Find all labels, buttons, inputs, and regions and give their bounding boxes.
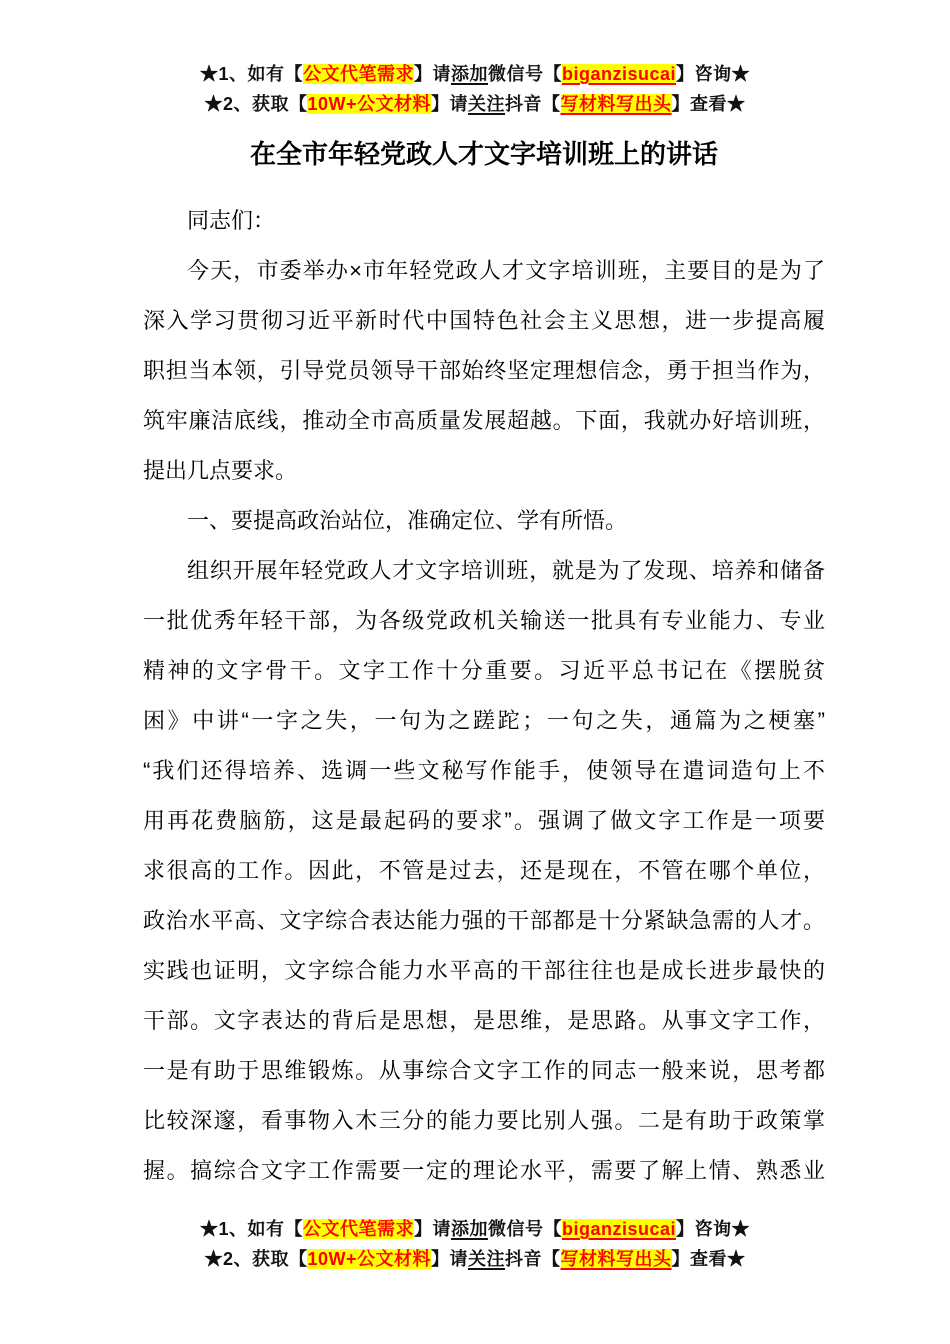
promo-segment: 写材料写出头 — [560, 1249, 672, 1269]
promo-line — [0, 1214, 950, 1244]
promo-segment: ★2、获取【 — [204, 1249, 308, 1269]
promo-header — [0, 59, 950, 119]
promo-footer — [0, 1214, 950, 1274]
paragraph — [143, 196, 825, 246]
document-body — [143, 196, 825, 1196]
body-line: 职担当本领，引导党员领导干部始终坚定理想信念，勇于担当作为， — [143, 358, 825, 383]
page-title: 在全市年轻党政人才文字培训班上的讲话 — [249, 139, 718, 169]
body-line: 实践也证明，文字综合能力水平高的干部往往也是成长进步最快的 — [143, 958, 825, 983]
promo-segment: 10W+公文材料 — [307, 94, 432, 114]
promo-line — [0, 1244, 950, 1274]
promo-segment: ★1、如有【 — [199, 1219, 303, 1239]
body-line: 一、要提高政治站位，准确定位、学有所悟。 — [187, 508, 628, 533]
promo-segment: 关注 — [468, 1249, 506, 1269]
promo-segment: ★2、获取【 — [204, 94, 308, 114]
body-line: 握。搞综合文字工作需要一定的理论水平，需要了解上情、熟悉业 — [143, 1158, 825, 1183]
promo-segment: 】请 — [431, 1249, 469, 1269]
promo-segment: 抖音【 — [505, 1249, 561, 1269]
promo-segment: 写材料写出头 — [560, 94, 672, 114]
promo-segment: 10W+公文材料 — [307, 1249, 432, 1269]
body-line: 干部。文字表达的背后是思想，是思维，是思路。从事文字工作， — [143, 1008, 825, 1033]
promo-segment: 】咨询★ — [676, 64, 751, 84]
promo-segment: 关注 — [468, 94, 506, 114]
promo-segment: ★1、如有【 — [199, 64, 303, 84]
body-line: 组织开展年轻党政人才文字培训班，就是为了发现、培养和储备 — [187, 558, 825, 583]
promo-segment: 抖音【 — [505, 94, 561, 114]
body-line: 政治水平高、文字综合表达能力强的干部都是十分紧缺急需的人才。 — [143, 908, 825, 933]
paragraph — [143, 496, 825, 546]
promo-segment: 微信号【 — [487, 1219, 562, 1239]
body-line: 困》中讲“一字之失，一句为之蹉跎；一句之失，通篇为之梗塞” — [143, 708, 825, 733]
body-line: 一是有助于思维锻炼。从事综合文字工作的同志一般来说，思考都 — [143, 1058, 825, 1083]
body-line: 精神的文字骨干。文字工作十分重要。习近平总书记在《摆脱贫 — [143, 658, 825, 683]
paragraph — [143, 246, 825, 496]
body-line: “我们还得培养、选调一些文秘写作能手，使领导在遣词造句上不 — [143, 758, 825, 783]
promo-segment: 添加 — [450, 1219, 488, 1239]
promo-segment: 】请 — [431, 94, 469, 114]
body-line: 筑牢廉洁底线，推动全市高质量发展超越。下面，我就办好培训班， — [143, 408, 825, 433]
promo-segment: biganzisucai — [561, 1219, 677, 1239]
promo-segment: 】查看★ — [671, 94, 746, 114]
promo-segment: 】请 — [413, 64, 451, 84]
promo-segment: 】查看★ — [671, 1249, 746, 1269]
body-line: 用再花费脑筋，这是最起码的要求”。强调了做文字工作是一项要 — [143, 808, 825, 833]
promo-segment: 】请 — [413, 1219, 451, 1239]
promo-segment: 添加 — [450, 64, 488, 84]
body-line: 提出几点要求。 — [143, 458, 298, 483]
promo-segment: 公文代笔需求 — [302, 64, 414, 84]
promo-line — [0, 59, 950, 89]
body-line: 深入学习贯彻习近平新时代中国特色社会主义思想，进一步提高履 — [143, 308, 825, 333]
body-line: 一批优秀年轻干部，为各级党政机关输送一批具有专业能力、专业 — [143, 608, 825, 633]
body-line: 同志们： — [187, 208, 276, 233]
promo-segment: 微信号【 — [487, 64, 562, 84]
body-line: 今天，市委举办×市年轻党政人才文字培训班，主要目的是为了 — [187, 258, 825, 283]
promo-segment: biganzisucai — [561, 64, 677, 84]
promo-segment: 】咨询★ — [676, 1219, 751, 1239]
promo-line — [0, 89, 950, 119]
body-line: 比较深邃，看事物入木三分的能力要比别人强。二是有助于政策掌 — [143, 1108, 825, 1133]
body-line: 求很高的工作。因此，不管是过去，还是现在，不管在哪个单位， — [143, 858, 825, 883]
paragraph — [143, 546, 825, 1196]
promo-segment: 公文代笔需求 — [302, 1219, 414, 1239]
